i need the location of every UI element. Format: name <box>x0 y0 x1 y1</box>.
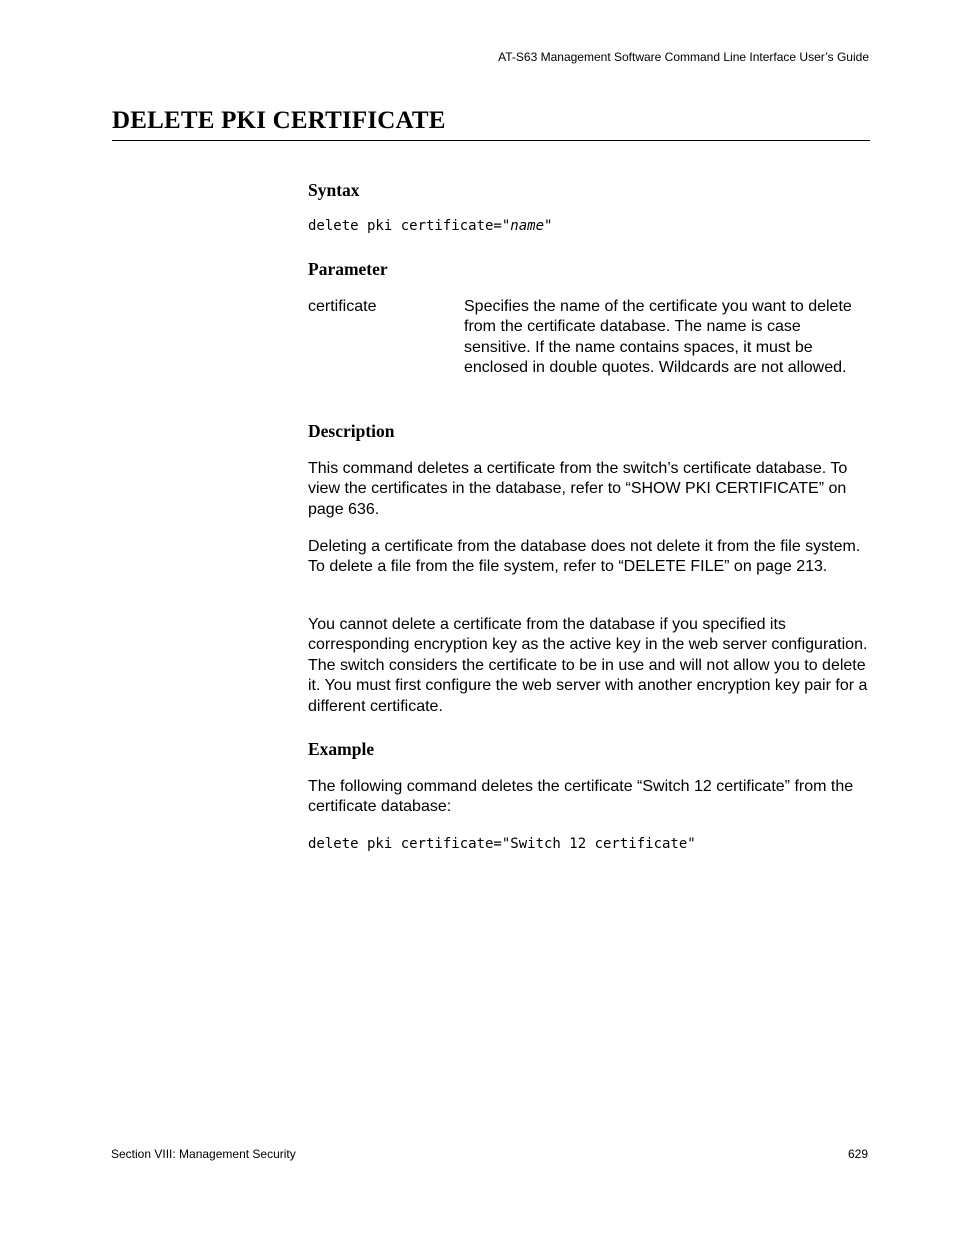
description-heading: Description <box>308 421 395 441</box>
running-header: AT-S63 Management Software Command Line Interface User’s Guide <box>498 50 869 64</box>
syntax-code-suffix: " <box>544 218 553 234</box>
footer-page-number: 629 <box>847 1147 868 1161</box>
example-heading: Example <box>308 739 375 759</box>
description-paragraph-2: Deleting a certificate from the database does not delete it from the file system. To delete a file from the file system, refer to “DELETE FILE” on page 213. <box>308 538 861 576</box>
example-text: The following command deletes the certificate “Switch 12 certificate” from the certificate database: <box>308 778 854 816</box>
description-paragraph-1: This command deletes a certificate from the switch’s certificate database. To view the certificates in the database, refer to “SHOW PKI CERTIFICATE” on page 636. <box>308 460 848 518</box>
page-title: DELETE PKI CERTIFICATE <box>112 107 446 134</box>
parameter-heading: Parameter <box>308 259 388 279</box>
syntax-code-variable: name <box>510 218 545 234</box>
syntax-heading: Syntax <box>308 180 360 200</box>
example-code: delete pki certificate="Switch 12 certificate" <box>308 836 696 852</box>
description-paragraph-3: You cannot delete a certificate from the database if you specified its corresponding encryption key as the active key in the web server configuration. The switch considers the certificate to be in use and will not allow you to delete it. You must first configure the web server with another encryption key pair for a different certificate. <box>308 616 868 715</box>
parameter-name: certificate <box>308 298 377 315</box>
footer-section: Section VIII: Management Security <box>111 1147 296 1161</box>
syntax-code-prefix: delete pki certificate=" <box>308 218 511 234</box>
title-rule <box>112 140 870 141</box>
syntax-code <box>308 218 552 234</box>
parameter-description: Specifies the name of the certificate you want to delete from the certificate database. The name is case sensitive. If the name contains spaces, it must be enclosed in double quotes. Wildcards are not allowed. <box>464 298 852 377</box>
